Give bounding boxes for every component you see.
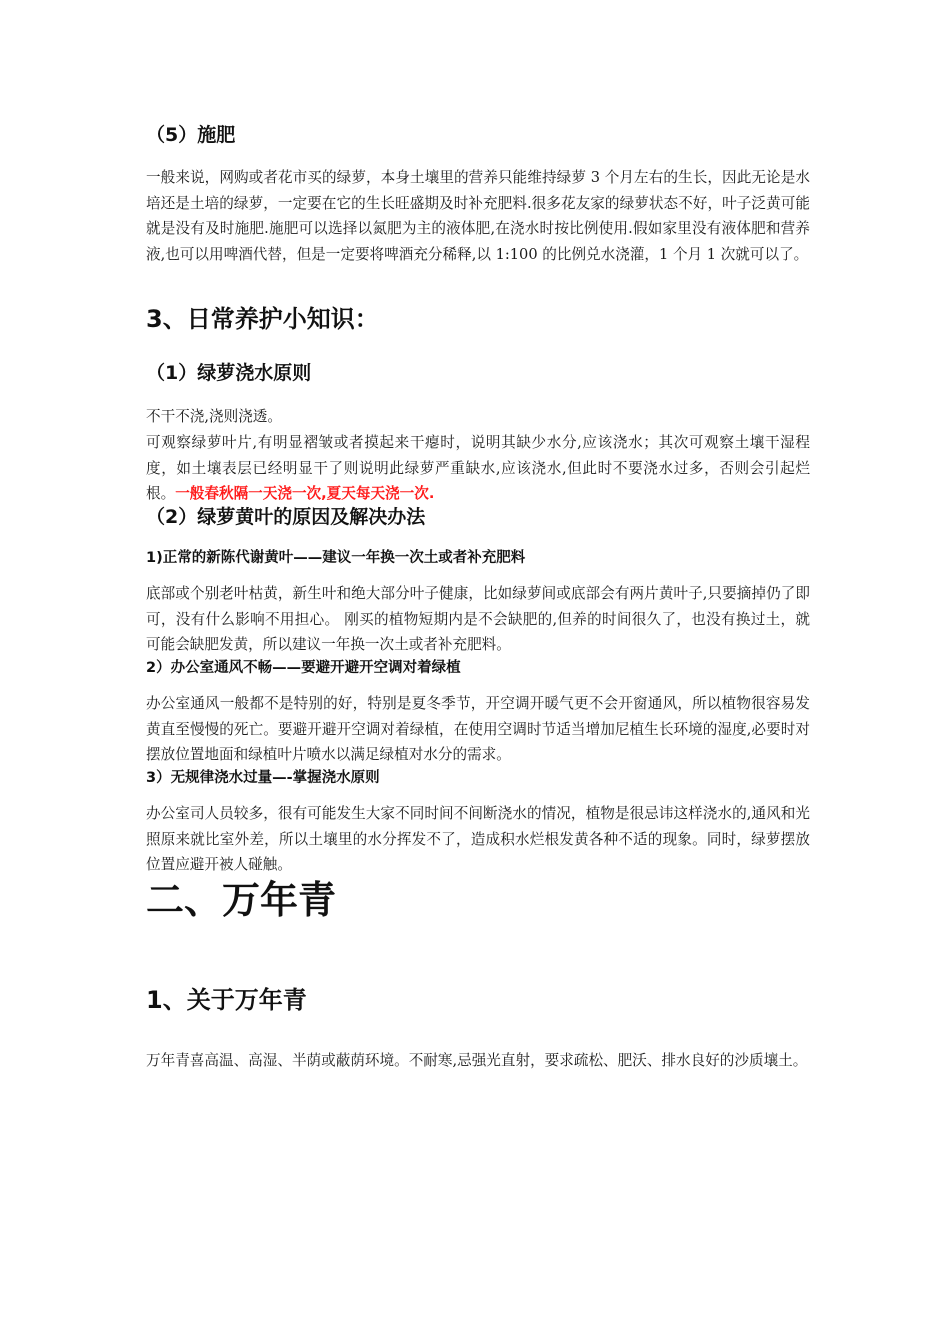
section-heading-fertilize: （5）施肥 <box>146 124 236 146</box>
section-heading-daily-care: 3、日常养护小知识： <box>146 305 379 333</box>
chapter-heading-wannianqing: 二、万年青 <box>146 878 337 922</box>
watering-frequency-highlight: 一般春秋隔一天浇一次,夏天每天浇一次. <box>175 485 435 502</box>
cause-title-ventilation: 2）办公室通风不畅——要避开避开空调对着绿植 <box>146 660 461 676</box>
paragraph-metabolism: 底部或个别老叶枯黄，新生叶和绝大部分叶子健康，比如绿萝间或底部会有两片黄叶子,只要摘掉仍了即可，没有什么影响不用担心。 刚买的植物短期内是不会缺肥的,但养的时间很久了，也没有换过土，就可能会缺肥发黄，所以建议一年换一次土或者补充肥料。 <box>146 585 810 653</box>
paragraph-about-wannianqing: 万年青喜高温、高湿、半荫或蔽荫环境。不耐寒,忌强光直射，要求疏松、肥沃、排水良好的沙质壤土。 <box>146 1052 808 1069</box>
paragraph-overwatering: 办公室司人员较多，很有可能发生大家不同时间不间断浇水的情况，植物是很忌讳这样浇水的,通风和光照原来就比室外差，所以土壤里的水分挥发不了，造成积水烂根发黄各种不适的现象。同时，绿萝摆放位置应避开被人碰触。 <box>146 805 810 873</box>
paragraph-fertilize: 一般来说，网购或者花市买的绿萝，本身土壤里的营养只能维持绿萝 3 个月左右的生长，因此无论是水培还是土培的绿萝，一定要在它的生长旺盛期及时补充肥料.很多花友家的绿萝状态不好，叶子泛黄可能就是没有及时施肥.施肥可以选择以氮肥为主的液体肥,在浇水时按比例使用.假如家里没有液体肥和营养液,也可以用啤酒代替，但是一定要将啤酒充分稀释,以 1:100 的比例兑水浇灌，1 个月 1 次就可以了。 <box>146 169 810 263</box>
paragraph-watering-rule: 不干不浇,浇则浇透。 <box>146 408 282 425</box>
cause-title-overwatering: 3）无规律浇水过量—-掌握浇水原则 <box>146 770 380 786</box>
cause-title-metabolism: 1)正常的新陈代谢黄叶——建议一年换一次土或者补充肥料 <box>146 550 526 566</box>
paragraph-watering-detail <box>146 430 810 507</box>
subheading-yellow-leaves: （2）绿萝黄叶的原因及解决办法 <box>146 506 426 528</box>
section-heading-about-wannianqing: 1、关于万年青 <box>146 986 307 1014</box>
watering-detail-text: 可观察绿萝叶片,有明显褶皱或者摸起来干瘪时，说明其缺少水分,应该浇水；其次可观察土壤干湿程度，如土壤表层已经明显干了则说明此绿萝严重缺水,应该浇水,但此时不要浇水过多，否则会引起烂根。 <box>146 434 810 502</box>
paragraph-ventilation: 办公室通风一般都不是特别的好，特别是夏冬季节，开空调开暖气更不会开窗通风，所以植物很容易发黄直至慢慢的死亡。要避开避开空调对着绿植，在使用空调时节适当增加尼植生长环境的湿度,必要时对摆放位置地面和绿植叶片喷水以满足绿植对水分的需求。 <box>146 695 810 763</box>
subheading-watering-principle: （1）绿萝浇水原则 <box>146 362 312 384</box>
